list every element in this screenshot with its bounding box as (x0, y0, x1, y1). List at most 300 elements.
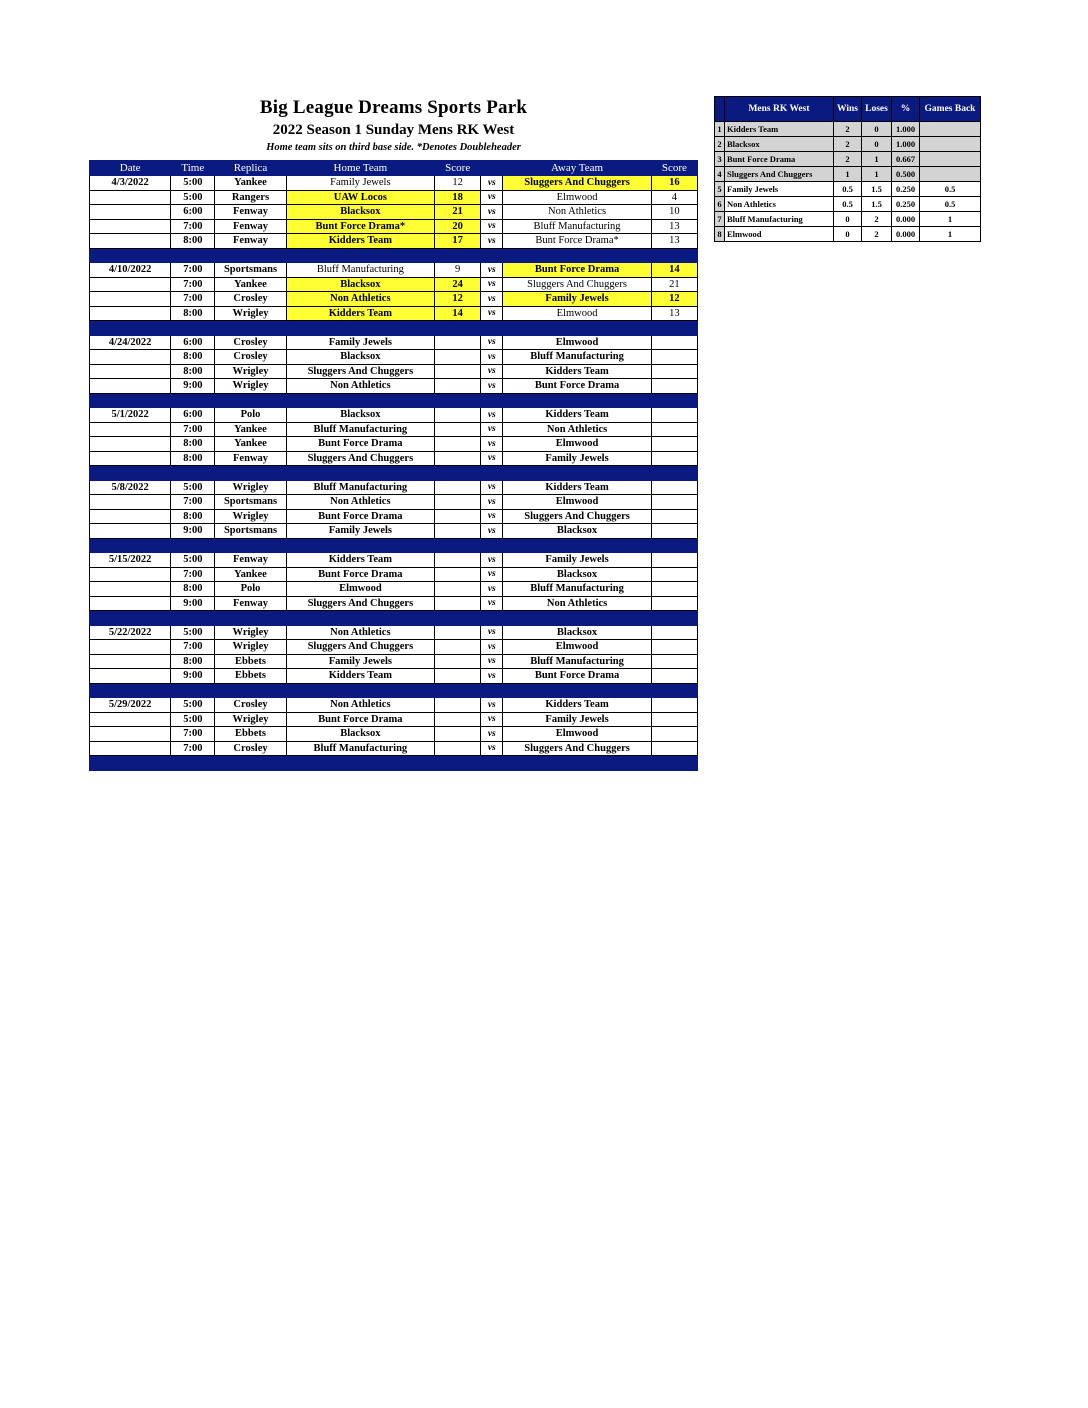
standings-header-pct: % (892, 97, 920, 122)
table-row (90, 712, 698, 727)
away-team: Elmwood (503, 640, 651, 655)
standings-pct: 0.667 (892, 152, 920, 167)
game-time: 8:00 (171, 306, 215, 321)
week-separator (90, 248, 698, 263)
table-row (90, 292, 698, 307)
standings-header-row (715, 97, 981, 122)
standings-wins: 0.5 (834, 182, 862, 197)
page-title: Big League Dreams Sports Park (259, 97, 528, 118)
home-team: Bluff Manufacturing (286, 741, 434, 756)
separator-cell (215, 538, 286, 553)
table-row (90, 234, 698, 249)
away-team: Kidders Team (503, 364, 651, 379)
vs-label: vs (481, 335, 503, 350)
separator-cell (651, 393, 697, 408)
home-score: 21 (435, 205, 481, 220)
game-date: 5/8/2022 (90, 480, 171, 495)
home-score: 17 (435, 234, 481, 249)
table-row (90, 698, 698, 713)
separator-cell (503, 611, 651, 626)
home-team: Non Athletics (286, 625, 434, 640)
away-team: Elmwood (503, 437, 651, 452)
schedule-body (90, 176, 698, 771)
table-row (90, 350, 698, 365)
game-field: Sportsmans (215, 263, 286, 278)
week-separator (90, 538, 698, 553)
separator-cell (503, 248, 651, 263)
game-date (90, 292, 171, 307)
away-team: Blacksox (503, 524, 651, 539)
separator-cell (286, 466, 434, 481)
table-row (90, 669, 698, 684)
standings-games-back: 1 (920, 227, 981, 242)
vs-label: vs (481, 727, 503, 742)
game-field: Sportsmans (215, 495, 286, 510)
home-team: Sluggers And Chuggers (286, 640, 434, 655)
game-date (90, 219, 171, 234)
away-team: Kidders Team (503, 408, 651, 423)
away-score: 10 (651, 205, 697, 220)
game-time: 8:00 (171, 350, 215, 365)
game-time: 7:00 (171, 219, 215, 234)
document-header (89, 96, 698, 156)
home-team: Kidders Team (286, 669, 434, 684)
game-field: Ebbets (215, 727, 286, 742)
home-team: Sluggers And Chuggers (286, 364, 434, 379)
away-score (651, 582, 697, 597)
vs-label: vs (481, 654, 503, 669)
game-field: Fenway (215, 451, 286, 466)
home-team: Non Athletics (286, 379, 434, 394)
standings-table (714, 96, 981, 242)
table-row (90, 654, 698, 669)
game-field: Polo (215, 582, 286, 597)
game-date (90, 495, 171, 510)
home-team: Bunt Force Drama (286, 712, 434, 727)
standings-games-back (920, 167, 981, 182)
home-team: Kidders Team (286, 553, 434, 568)
game-date (90, 190, 171, 205)
standings-loses: 1.5 (862, 197, 892, 212)
game-time: 5:00 (171, 553, 215, 568)
separator-cell (215, 466, 286, 481)
away-score: 21 (651, 277, 697, 292)
standings-header-games-back: Games Back (920, 97, 981, 122)
separator-cell (90, 248, 171, 263)
home-score (435, 379, 481, 394)
column-header-away-score: Score (651, 161, 697, 176)
vs-label: vs (481, 379, 503, 394)
standings-games-back (920, 137, 981, 152)
standings-row (715, 152, 981, 167)
separator-cell (171, 683, 215, 698)
away-score (651, 741, 697, 756)
standings-wins: 2 (834, 137, 862, 152)
home-team: Family Jewels (286, 654, 434, 669)
standings-team: Non Athletics (725, 197, 834, 212)
standings-team: Sluggers And Chuggers (725, 167, 834, 182)
home-team: Blacksox (286, 350, 434, 365)
away-team: Bunt Force Drama (503, 669, 651, 684)
week-separator (90, 466, 698, 481)
away-team: Family Jewels (503, 553, 651, 568)
game-field: Wrigley (215, 480, 286, 495)
separator-cell (435, 611, 481, 626)
away-team: Elmwood (503, 335, 651, 350)
game-field: Wrigley (215, 306, 286, 321)
away-team: Sluggers And Chuggers (503, 176, 651, 191)
away-team: Sluggers And Chuggers (503, 509, 651, 524)
vs-label: vs (481, 640, 503, 655)
game-time: 7:00 (171, 495, 215, 510)
separator-cell (435, 538, 481, 553)
table-row (90, 582, 698, 597)
separator-cell (503, 321, 651, 336)
game-time: 5:00 (171, 625, 215, 640)
game-date (90, 509, 171, 524)
home-score (435, 567, 481, 582)
game-date (90, 379, 171, 394)
game-field: Crosley (215, 292, 286, 307)
table-row (90, 263, 698, 278)
game-date (90, 669, 171, 684)
game-time: 8:00 (171, 654, 215, 669)
home-team: Bluff Manufacturing (286, 422, 434, 437)
game-time: 8:00 (171, 234, 215, 249)
vs-label: vs (481, 190, 503, 205)
away-score: 13 (651, 306, 697, 321)
separator-cell (90, 611, 171, 626)
column-header-home-score: Score (435, 161, 481, 176)
separator-cell (435, 321, 481, 336)
game-time: 7:00 (171, 640, 215, 655)
home-team: Blacksox (286, 277, 434, 292)
away-team: Elmwood (503, 495, 651, 510)
home-score: 20 (435, 219, 481, 234)
separator-cell (286, 611, 434, 626)
home-score (435, 437, 481, 452)
game-time: 5:00 (171, 480, 215, 495)
home-team: Bunt Force Drama (286, 567, 434, 582)
vs-label: vs (481, 219, 503, 234)
separator-cell (651, 321, 697, 336)
away-score (651, 335, 697, 350)
home-score (435, 408, 481, 423)
standings-row (715, 182, 981, 197)
away-score: 14 (651, 263, 697, 278)
schedule-header-row (90, 161, 698, 176)
separator-cell (215, 248, 286, 263)
away-team: Elmwood (503, 190, 651, 205)
game-time: 6:00 (171, 205, 215, 220)
home-score: 24 (435, 277, 481, 292)
standings-team: Elmwood (725, 227, 834, 242)
standings-loses: 2 (862, 212, 892, 227)
game-date (90, 234, 171, 249)
game-date: 4/10/2022 (90, 263, 171, 278)
home-team: Bunt Force Drama (286, 509, 434, 524)
separator-cell (503, 756, 651, 771)
vs-label: vs (481, 712, 503, 727)
week-separator (90, 393, 698, 408)
standings-rank: 2 (715, 137, 725, 152)
game-field: Yankee (215, 422, 286, 437)
vs-label: vs (481, 292, 503, 307)
away-score: 13 (651, 234, 697, 249)
separator-cell (286, 683, 434, 698)
game-date: 4/3/2022 (90, 176, 171, 191)
separator-cell (286, 538, 434, 553)
home-score (435, 451, 481, 466)
standings-row (715, 227, 981, 242)
away-score (651, 553, 697, 568)
table-row (90, 422, 698, 437)
game-time: 7:00 (171, 567, 215, 582)
separator-cell (90, 466, 171, 481)
game-date (90, 567, 171, 582)
separator-cell (651, 248, 697, 263)
vs-label: vs (481, 741, 503, 756)
away-team: Non Athletics (503, 422, 651, 437)
standings-team: Bluff Manufacturing (725, 212, 834, 227)
game-field: Crosley (215, 335, 286, 350)
vs-label: vs (481, 582, 503, 597)
game-time: 7:00 (171, 727, 215, 742)
game-date (90, 306, 171, 321)
standings-row (715, 197, 981, 212)
home-team: Sluggers And Chuggers (286, 451, 434, 466)
away-team: Non Athletics (503, 596, 651, 611)
home-team: Bluff Manufacturing (286, 263, 434, 278)
standings-body (715, 122, 981, 242)
column-header-home-team: Home Team (286, 161, 434, 176)
table-row (90, 451, 698, 466)
standings-pct: 0.500 (892, 167, 920, 182)
game-time: 7:00 (171, 292, 215, 307)
standings-rank: 1 (715, 122, 725, 137)
table-row (90, 553, 698, 568)
game-time: 7:00 (171, 263, 215, 278)
standings-header-wins: Wins (834, 97, 862, 122)
game-time: 6:00 (171, 408, 215, 423)
game-field: Wrigley (215, 364, 286, 379)
week-separator (90, 321, 698, 336)
standings-header-division: Mens RK West (725, 97, 834, 122)
separator-cell (481, 538, 503, 553)
away-score (651, 567, 697, 582)
separator-cell (651, 683, 697, 698)
table-row (90, 640, 698, 655)
separator-cell (651, 611, 697, 626)
game-date (90, 451, 171, 466)
game-date: 5/15/2022 (90, 553, 171, 568)
away-team: Elmwood (503, 306, 651, 321)
away-score (651, 364, 697, 379)
away-score (651, 422, 697, 437)
standings-rank: 3 (715, 152, 725, 167)
separator-cell (503, 683, 651, 698)
standings-row (715, 167, 981, 182)
away-team: Sluggers And Chuggers (503, 277, 651, 292)
standings-row (715, 137, 981, 152)
game-date (90, 364, 171, 379)
away-score (651, 625, 697, 640)
vs-label: vs (481, 234, 503, 249)
standings-rank: 5 (715, 182, 725, 197)
home-score (435, 495, 481, 510)
standings-pct: 1.000 (892, 137, 920, 152)
away-team: Bluff Manufacturing (503, 350, 651, 365)
table-row (90, 509, 698, 524)
table-row (90, 567, 698, 582)
home-score (435, 727, 481, 742)
vs-label: vs (481, 553, 503, 568)
game-time: 7:00 (171, 277, 215, 292)
home-score: 9 (435, 263, 481, 278)
away-score (651, 408, 697, 423)
separator-cell (503, 393, 651, 408)
game-time: 5:00 (171, 698, 215, 713)
vs-label: vs (481, 364, 503, 379)
standings-row (715, 122, 981, 137)
game-field: Wrigley (215, 379, 286, 394)
standings-games-back (920, 152, 981, 167)
home-score (435, 335, 481, 350)
separator-cell (171, 393, 215, 408)
away-score (651, 640, 697, 655)
table-row (90, 495, 698, 510)
game-time: 8:00 (171, 582, 215, 597)
home-team: Blacksox (286, 408, 434, 423)
home-team: Non Athletics (286, 698, 434, 713)
away-score (651, 654, 697, 669)
game-field: Yankee (215, 567, 286, 582)
game-time: 9:00 (171, 524, 215, 539)
separator-cell (215, 683, 286, 698)
table-row (90, 596, 698, 611)
home-score (435, 640, 481, 655)
game-date: 4/24/2022 (90, 335, 171, 350)
table-row (90, 190, 698, 205)
standings-team: Blacksox (725, 137, 834, 152)
away-team: Bluff Manufacturing (503, 219, 651, 234)
standings-games-back (920, 122, 981, 137)
separator-cell (171, 538, 215, 553)
standings-pct: 1.000 (892, 122, 920, 137)
game-time: 7:00 (171, 422, 215, 437)
separator-cell (435, 756, 481, 771)
game-field: Ebbets (215, 669, 286, 684)
separator-cell (481, 683, 503, 698)
standings-rank: 6 (715, 197, 725, 212)
game-time: 8:00 (171, 437, 215, 452)
separator-cell (435, 466, 481, 481)
home-score: 14 (435, 306, 481, 321)
game-field: Yankee (215, 176, 286, 191)
home-score (435, 509, 481, 524)
away-score (651, 712, 697, 727)
vs-label: vs (481, 451, 503, 466)
table-row (90, 524, 698, 539)
away-team: Elmwood (503, 727, 651, 742)
vs-label: vs (481, 524, 503, 539)
standings-team: Family Jewels (725, 182, 834, 197)
separator-cell (481, 321, 503, 336)
away-score (651, 379, 697, 394)
separator-cell (651, 466, 697, 481)
separator-cell (503, 466, 651, 481)
column-header-replica: Replica (215, 161, 286, 176)
home-score (435, 698, 481, 713)
table-row (90, 364, 698, 379)
home-score: 12 (435, 292, 481, 307)
away-team: Kidders Team (503, 480, 651, 495)
away-team: Blacksox (503, 567, 651, 582)
standings-wins: 0 (834, 212, 862, 227)
standings-pct: 0.250 (892, 182, 920, 197)
separator-cell (171, 248, 215, 263)
home-team: Blacksox (286, 727, 434, 742)
standings-games-back: 1 (920, 212, 981, 227)
game-date (90, 596, 171, 611)
separator-cell (90, 756, 171, 771)
away-team: Family Jewels (503, 292, 651, 307)
game-field: Yankee (215, 437, 286, 452)
game-time: 8:00 (171, 509, 215, 524)
away-team: Family Jewels (503, 712, 651, 727)
game-field: Crosley (215, 698, 286, 713)
home-team: Kidders Team (286, 306, 434, 321)
game-field: Fenway (215, 219, 286, 234)
game-date (90, 422, 171, 437)
away-team: Bunt Force Drama* (503, 234, 651, 249)
separator-cell (215, 393, 286, 408)
game-time: 9:00 (171, 596, 215, 611)
game-date (90, 640, 171, 655)
standings-games-back: 0.5 (920, 182, 981, 197)
week-separator (90, 683, 698, 698)
game-date (90, 277, 171, 292)
game-time: 6:00 (171, 335, 215, 350)
table-row (90, 379, 698, 394)
game-time: 5:00 (171, 176, 215, 191)
home-team: Kidders Team (286, 234, 434, 249)
away-team: Kidders Team (503, 698, 651, 713)
separator-cell (286, 321, 434, 336)
vs-label: vs (481, 567, 503, 582)
home-score (435, 654, 481, 669)
separator-cell (435, 248, 481, 263)
away-team: Non Athletics (503, 205, 651, 220)
standings-team: Kidders Team (725, 122, 834, 137)
home-team: Bunt Force Drama (286, 437, 434, 452)
separator-cell (171, 466, 215, 481)
home-team-note: Home team sits on third base side. *Denotes Doubleheader (266, 142, 521, 153)
game-date (90, 712, 171, 727)
game-date: 5/1/2022 (90, 408, 171, 423)
game-field: Ebbets (215, 654, 286, 669)
game-time: 5:00 (171, 712, 215, 727)
standings-rank: 4 (715, 167, 725, 182)
home-team: Family Jewels (286, 524, 434, 539)
home-team: Blacksox (286, 205, 434, 220)
table-row (90, 480, 698, 495)
table-row (90, 205, 698, 220)
vs-label: vs (481, 422, 503, 437)
home-score (435, 625, 481, 640)
home-team: Non Athletics (286, 292, 434, 307)
home-score (435, 480, 481, 495)
